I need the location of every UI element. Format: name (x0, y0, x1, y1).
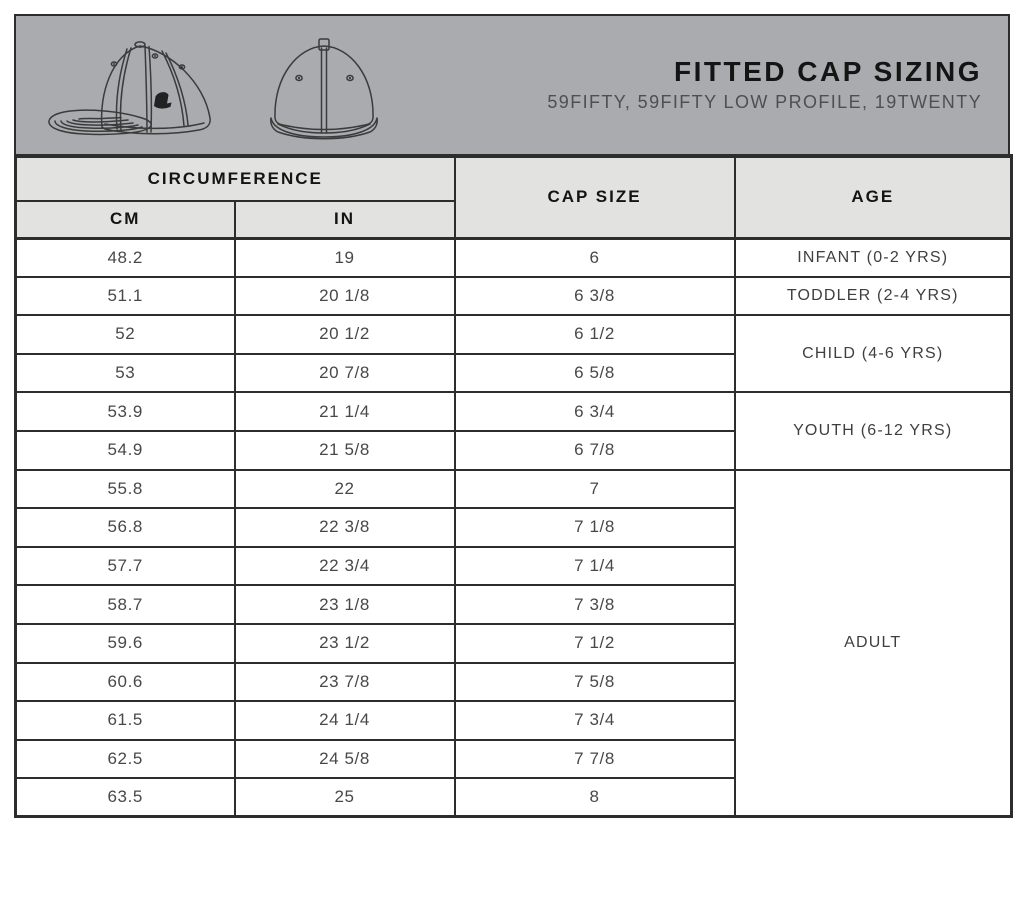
cm-cell: 57.7 (16, 547, 235, 586)
cm-cell: 54.9 (16, 431, 235, 470)
in-cell: 20 1/8 (235, 277, 455, 316)
cap-size-cell: 7 3/4 (455, 701, 735, 740)
in-cell: 24 5/8 (235, 740, 455, 779)
cm-cell: 51.1 (16, 277, 235, 316)
cap-size-cell: 6 3/8 (455, 277, 735, 316)
size-row (16, 392, 1012, 431)
in-cell: 24 1/4 (235, 701, 455, 740)
age-cell: CHILD (4-6 YRS) (735, 315, 1012, 392)
cap-size-cell: 7 1/4 (455, 547, 735, 586)
in-cell: 23 7/8 (235, 663, 455, 702)
in-cell: 20 7/8 (235, 354, 455, 393)
in-cell: 23 1/2 (235, 624, 455, 663)
header-titles (387, 57, 1008, 114)
in-cell: 23 1/8 (235, 585, 455, 624)
cap-size-cell: 6 (455, 238, 735, 277)
cap-size-cell: 6 1/2 (455, 315, 735, 354)
cap-size-cell: 7 5/8 (455, 663, 735, 702)
in-cell: 21 5/8 (235, 431, 455, 470)
in-cell: 20 1/2 (235, 315, 455, 354)
size-row (16, 277, 1012, 316)
cap-size-cell: 7 7/8 (455, 740, 735, 779)
cap-size-cell: 7 1/8 (455, 508, 735, 547)
cap-size-cell: 6 7/8 (455, 431, 735, 470)
col-header-circumference: CIRCUMFERENCE (16, 156, 455, 201)
in-cell: 22 3/4 (235, 547, 455, 586)
cm-cell: 61.5 (16, 701, 235, 740)
in-cell: 19 (235, 238, 455, 277)
size-row (16, 315, 1012, 354)
cm-cell: 52 (16, 315, 235, 354)
cap-illustrations (16, 28, 387, 142)
cm-cell: 55.8 (16, 470, 235, 509)
in-cell: 25 (235, 778, 455, 817)
age-cell: TODDLER (2-4 YRS) (735, 277, 1012, 316)
sizing-table-header (16, 156, 1012, 238)
size-row (16, 470, 1012, 509)
cap-side-view-icon (42, 34, 232, 142)
cap-size-cell: 6 3/4 (455, 392, 735, 431)
cap-size-cell: 7 (455, 470, 735, 509)
age-cell: ADULT (735, 470, 1012, 817)
cm-cell: 56.8 (16, 508, 235, 547)
col-header-cm: CM (16, 201, 235, 238)
cm-cell: 59.6 (16, 624, 235, 663)
cm-cell: 60.6 (16, 663, 235, 702)
cm-cell: 58.7 (16, 585, 235, 624)
age-cell: YOUTH (6-12 YRS) (735, 392, 1012, 469)
cm-cell: 62.5 (16, 740, 235, 779)
in-cell: 22 3/8 (235, 508, 455, 547)
cm-cell: 53 (16, 354, 235, 393)
in-cell: 22 (235, 470, 455, 509)
cap-size-cell: 7 1/2 (455, 624, 735, 663)
cm-cell: 63.5 (16, 778, 235, 817)
size-row (16, 238, 1012, 277)
sizing-table-body (16, 238, 1012, 817)
sizing-table (14, 154, 1013, 818)
page-title: FITTED CAP SIZING (674, 55, 982, 87)
sizing-chart (14, 14, 1010, 818)
cap-size-cell: 7 3/8 (455, 585, 735, 624)
cap-size-cell: 8 (455, 778, 735, 817)
col-header-in: IN (235, 201, 455, 238)
cm-cell: 53.9 (16, 392, 235, 431)
col-header-cap-size: CAP SIZE (455, 156, 735, 238)
col-header-age: AGE (735, 156, 1012, 238)
cap-back-view-icon (262, 34, 387, 142)
page-subtitle: 59FIFTY, 59FIFTY LOW PROFILE, 19TWENTY (547, 92, 982, 113)
in-cell: 21 1/4 (235, 392, 455, 431)
age-cell: INFANT (0-2 YRS) (735, 238, 1012, 277)
cm-cell: 48.2 (16, 238, 235, 277)
cap-size-cell: 6 5/8 (455, 354, 735, 393)
header-band (14, 14, 1010, 154)
